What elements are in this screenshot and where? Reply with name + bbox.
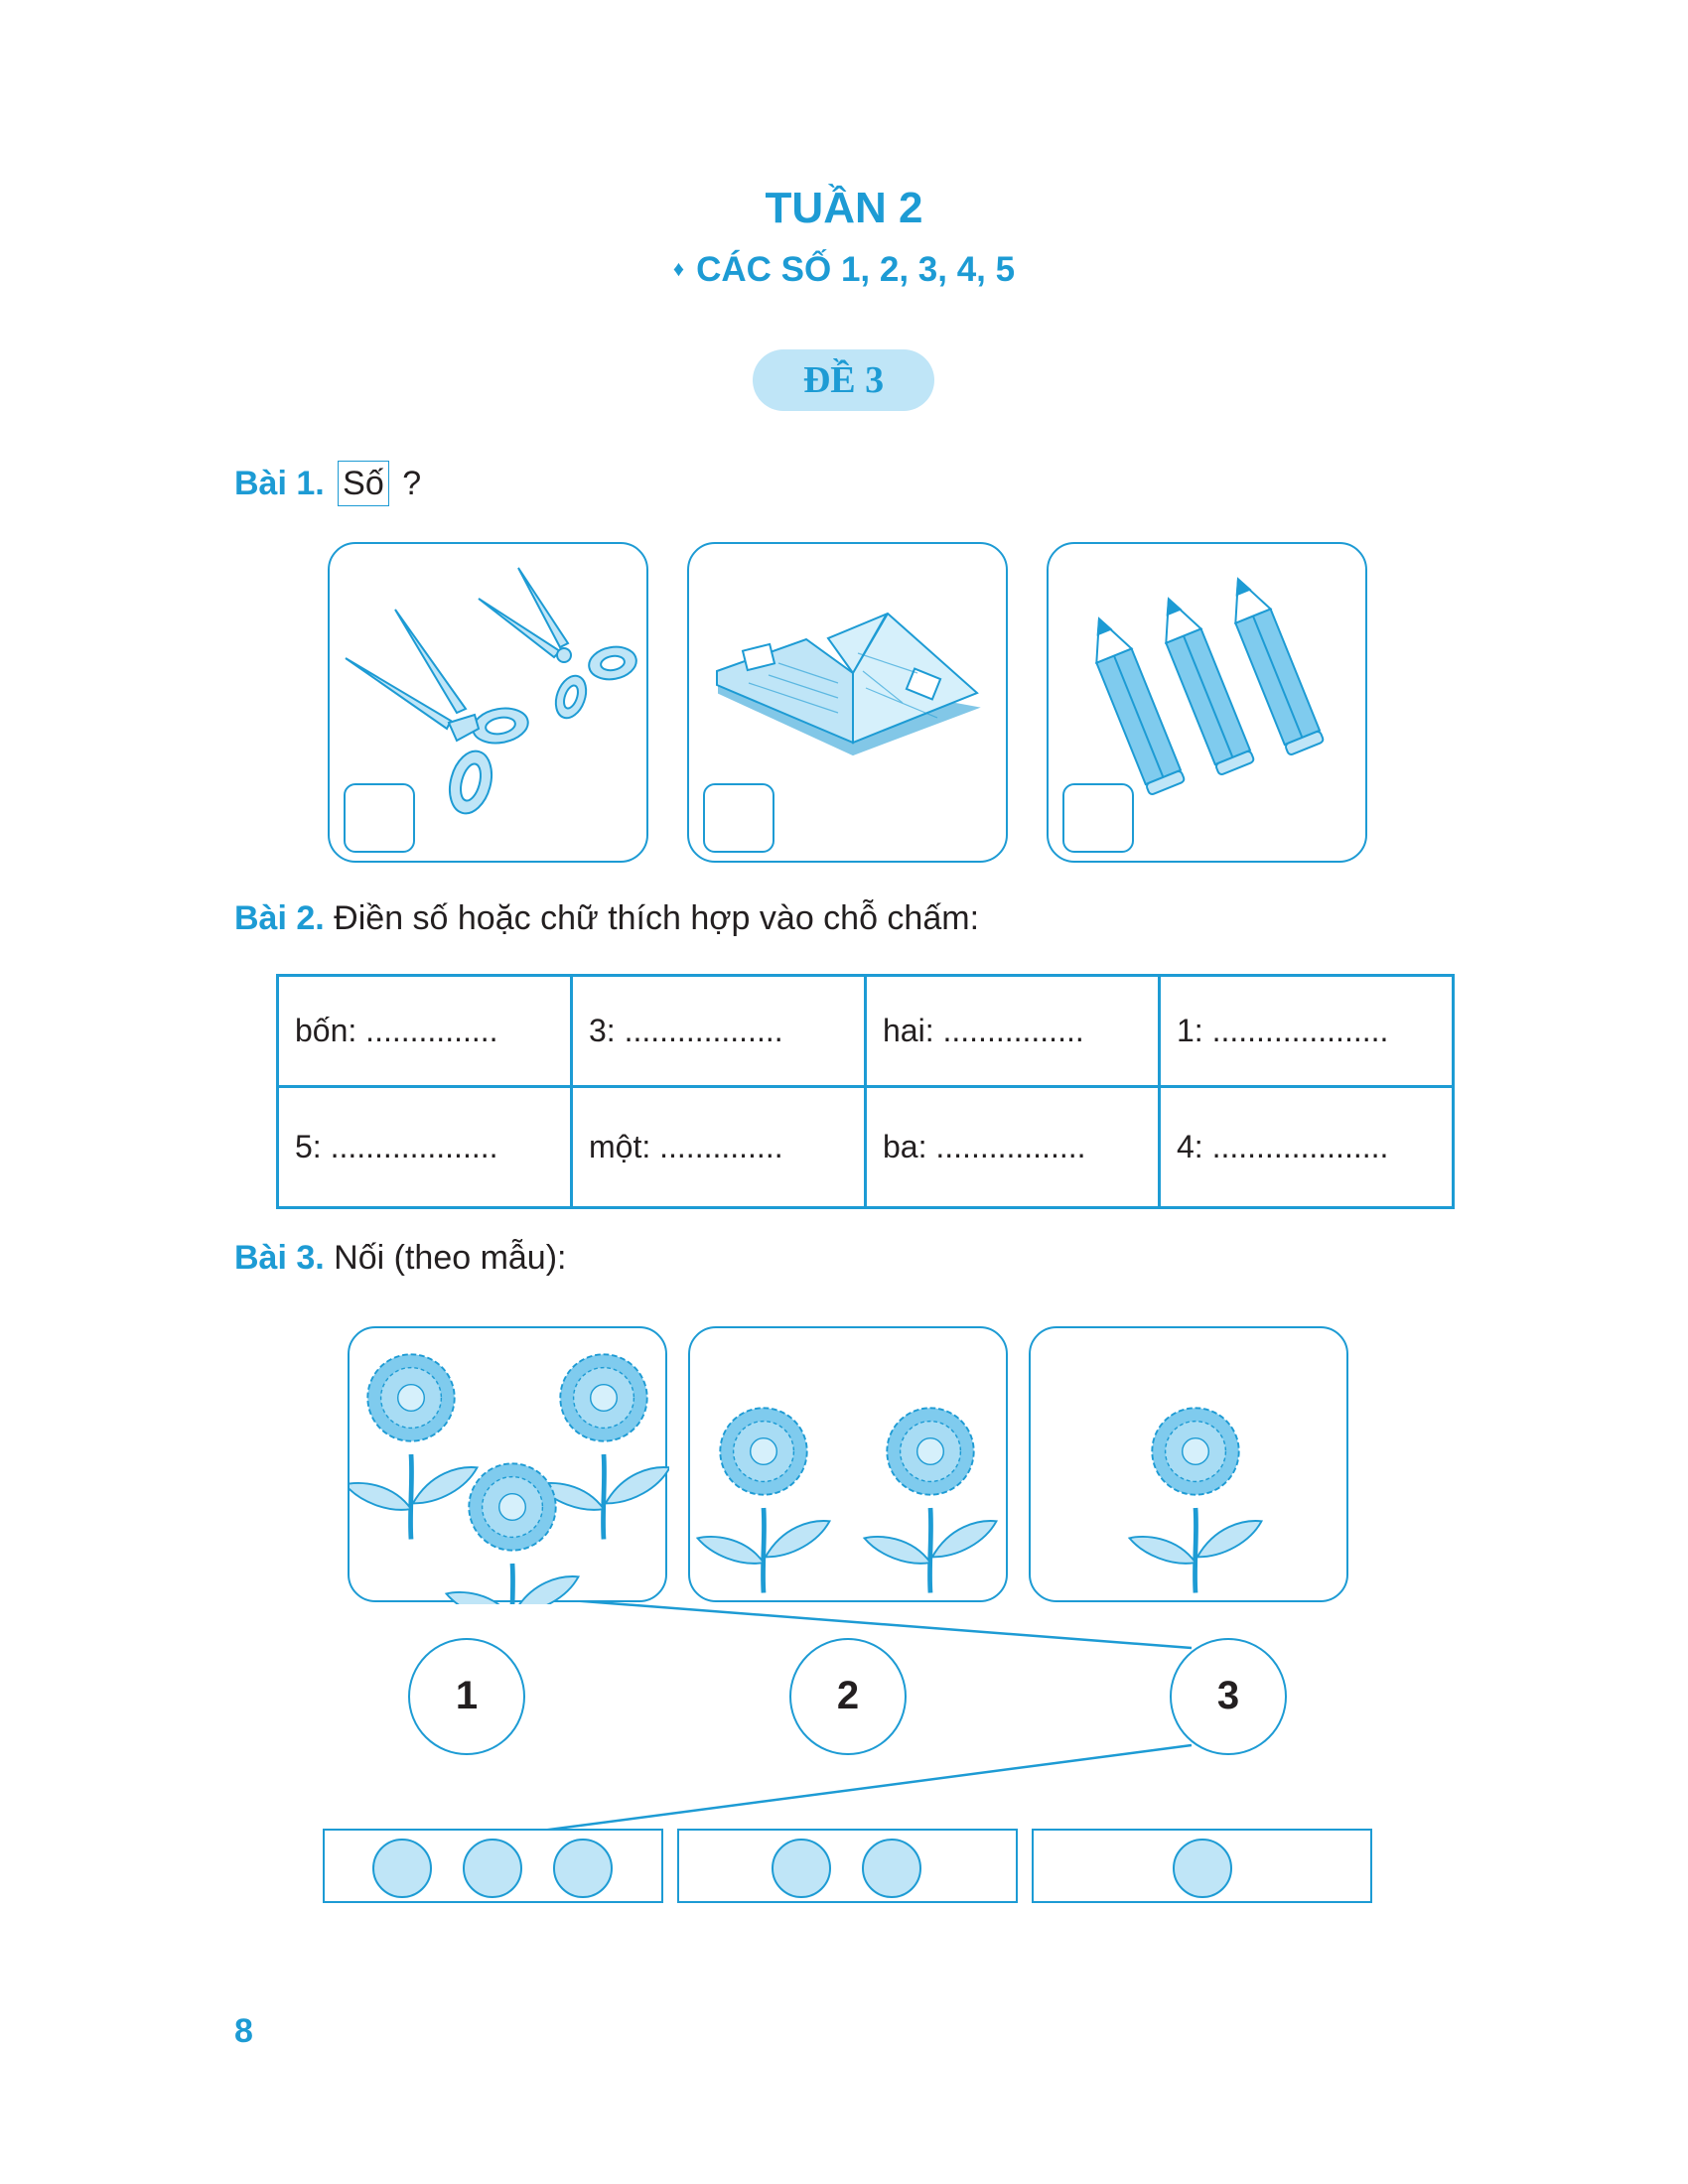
dot-box-one[interactable] bbox=[1032, 1829, 1372, 1903]
exercise1-label: Bài 1. bbox=[234, 465, 325, 502]
exercise3-instruction: Nối (theo mẫu): bbox=[334, 1239, 567, 1277]
dot bbox=[862, 1839, 921, 1898]
flower-icon bbox=[690, 1328, 1010, 1604]
exercise1-suffix: ? bbox=[402, 465, 422, 502]
number-circle-2[interactable]: 2 bbox=[789, 1638, 907, 1755]
table-cell[interactable]: hai: ................ bbox=[866, 976, 1160, 1087]
boxed-word: Số bbox=[338, 461, 389, 506]
number-circle-3[interactable]: 3 bbox=[1170, 1638, 1287, 1755]
table-cell[interactable]: ba: ................. bbox=[866, 1087, 1160, 1208]
number-circle-1[interactable]: 1 bbox=[408, 1638, 525, 1755]
table-cell[interactable]: 1: .................... bbox=[1160, 976, 1454, 1087]
flower-card-one[interactable] bbox=[1029, 1326, 1348, 1602]
subtitle-text: CÁC SỐ 1, 2, 3, 4, 5 bbox=[696, 250, 1016, 289]
diamond-icon: ♦ bbox=[672, 256, 685, 281]
table-cell[interactable]: 5: ................... bbox=[278, 1087, 572, 1208]
flower-card-two[interactable] bbox=[688, 1326, 1008, 1602]
table-cell[interactable]: bốn: ............... bbox=[278, 976, 572, 1087]
dot bbox=[772, 1839, 831, 1898]
exercise2-instruction: Điền số hoặc chữ thích hợp vào chỗ chấm: bbox=[334, 899, 980, 937]
flower-card-three[interactable] bbox=[348, 1326, 667, 1602]
dot-box-two[interactable] bbox=[677, 1829, 1018, 1903]
table-cell[interactable]: một: .............. bbox=[572, 1087, 866, 1208]
test-badge: ĐỀ 3 bbox=[753, 349, 934, 411]
dot bbox=[553, 1839, 613, 1898]
dot bbox=[1173, 1839, 1232, 1898]
flower-icon bbox=[1031, 1328, 1350, 1604]
dot bbox=[372, 1839, 432, 1898]
dot-box-three[interactable] bbox=[323, 1829, 663, 1903]
exercise2-label: Bài 2. bbox=[234, 899, 325, 937]
table-cell[interactable]: 3: .................. bbox=[572, 976, 866, 1087]
exercise3-label: Bài 3. bbox=[234, 1239, 325, 1277]
flower-icon bbox=[350, 1328, 669, 1604]
page-number: 8 bbox=[234, 2012, 253, 2050]
week-title: TUẦN 2 bbox=[765, 184, 923, 232]
dot bbox=[463, 1839, 522, 1898]
table-cell[interactable]: 4: .................... bbox=[1160, 1087, 1454, 1208]
